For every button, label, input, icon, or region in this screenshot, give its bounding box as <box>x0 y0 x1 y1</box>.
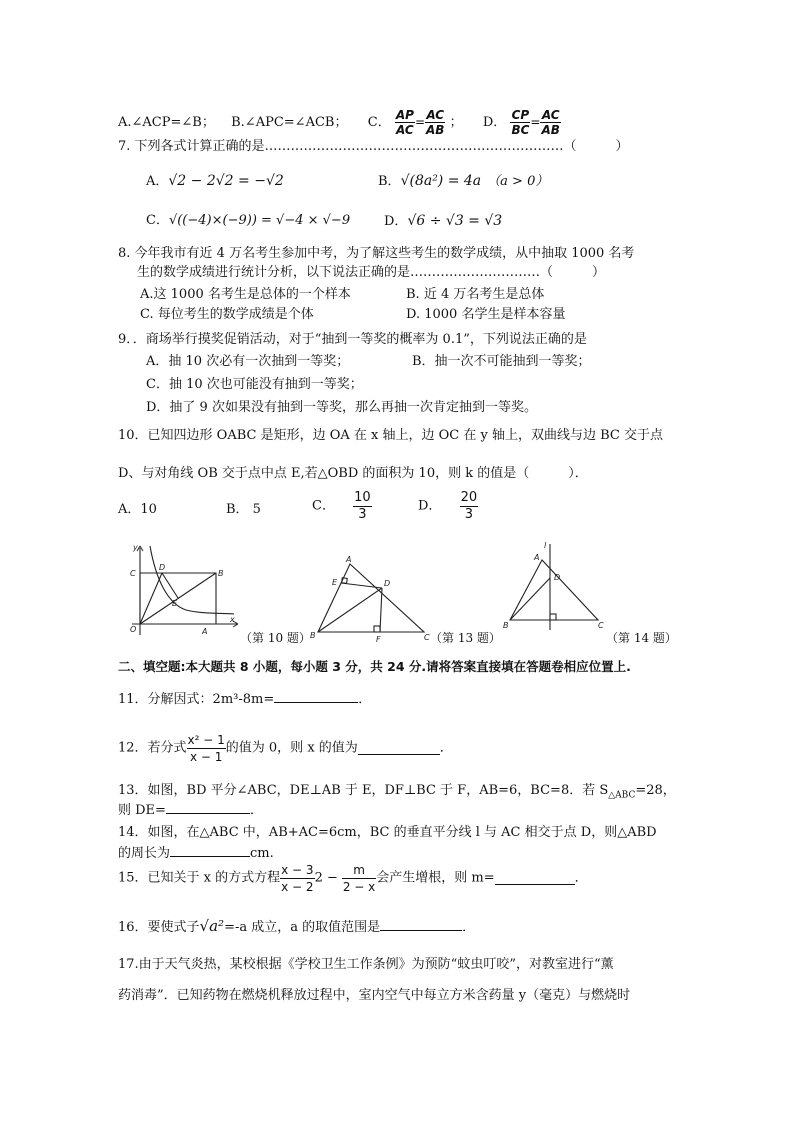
fig14-label-d: D <box>554 573 561 582</box>
q8-option-b: B. 近 4 万名考生是总体 <box>406 287 545 302</box>
figure-10 <box>126 540 240 640</box>
q9-stem: 9．．商场举行摸奖促销活动，对于“抽到一等奖的概率为 0.1”，下列说法正确的是 <box>118 332 587 347</box>
fig13-label-b: B <box>310 631 316 640</box>
q17-line-1: 17.由于天气炎热，某校根据《学校卫生工作条例》为预防“蚊虫叮咬”，对教室进行“薰 <box>118 957 614 972</box>
q10-option-b: B． 5 <box>226 502 261 517</box>
fig13-caption: （第 13 题） <box>430 631 501 645</box>
section-2-header: 二、填空题:本大题共 8 小题，每小题 3 分，共 24 分.请将答案直接填在答题卷相应位置上. <box>118 659 631 674</box>
q8-option-a: A.这 1000 名考生是总体的一个样本 <box>140 287 351 302</box>
q6-d-fraction-2: $\frac{AC}{AB}$ <box>541 108 560 137</box>
q6-c-fraction-2: $\frac{AC}{AB}$ <box>426 108 445 137</box>
fig10-label-y: y <box>133 543 138 552</box>
q7-option-a: A．√2 − 2√2 = −√2 <box>146 173 284 189</box>
q14-line-1: 14．如图，在△ABC 中，AB+AC=6cm，BC 的垂直平分线 l 与 AC 相交于点 D，则△ABD <box>118 825 657 840</box>
fig10-label-a: A <box>202 627 208 636</box>
fig14-label-a: A <box>534 553 540 562</box>
q10-line-2: D、与对角线 OB 交于点中点 E,若△OBD 的面积为 10，则 k 的值是（ ）． <box>118 466 588 481</box>
q10-option-d: D． $\frac{20}{3}$ <box>418 490 478 522</box>
fig10-label-d: D <box>159 563 166 572</box>
q6-option-b: B.∠APC=∠ACB； <box>231 115 348 130</box>
q10-option-a: A．10 <box>118 502 157 517</box>
q9-option-b: B．抽一次不可能抽到一等奖； <box>412 354 591 369</box>
q16: 16．要使式子√a²=-a 成立，a 的取值范围是 ． <box>118 917 476 935</box>
fig14-label-l: l <box>544 541 547 550</box>
fig13-label-e: E <box>332 578 338 587</box>
q8-line-2: 生的数学成绩进行统计分析，以下说法正确的是…………………………（ ） <box>137 265 606 280</box>
fig10-label-e: E <box>172 599 178 608</box>
q11: 11．分解因式：2m³-8m= ． <box>118 692 372 707</box>
q8-option-c: C. 每位考生的数学成绩是个体 <box>140 307 314 322</box>
q8-line-1: 8. 今年我市有近 4 万名考生参加中考，为了解这些考生的数学成绩，从中抽取 1000 名考 <box>118 246 635 261</box>
q9-option-d: D．抽了 9 次如果没有抽到一等奖，那么再抽一次肯定抽到一等奖。 <box>146 400 537 415</box>
q12: 12．若分式 $\frac{\text{x² − 1}}{x - 1}$ 的值为 0，则 x 的值为 ． <box>118 733 453 764</box>
fig10-label-o: O <box>130 625 137 634</box>
q9-option-a: A．抽 10 次必有一次抽到一等奖； <box>146 354 350 369</box>
q6-d-fraction-1: $\frac{CP}{BC}$ <box>511 108 530 137</box>
q7-option-d: D．√6 ÷ √3 = √3 <box>384 213 503 229</box>
q14-line-2: 的周长为 cm. <box>118 846 274 861</box>
q6-option-a: A.∠ACP=∠B； <box>118 115 215 130</box>
fig10-label-x: x <box>230 615 235 624</box>
fig13-label-d: D <box>384 579 391 588</box>
q7-option-b: B．√(8a²) = 4a （a > 0） <box>378 173 549 189</box>
fig14-caption: （第 14 题） <box>606 631 677 645</box>
q7-stem: 7. 下列各式计算正确的是……………………………………………………………（ ） <box>118 139 629 154</box>
q6-option-c-label: C． <box>367 115 391 130</box>
q15: 15．已知关于 x 的方式方程 $\frac{x - 3}{x - 2}$ 2 − $\frac{m}{2 - x}$ 会产生增根，则 m= ． <box>118 863 588 894</box>
q6-options: A.∠ACP=∠B； B.∠APC=∠ACB； C． $\frac{AP}{AC}$ = $\frac{AC}{AB}$ ； D． $\frac{CP}{BC}$ = $\frac{AC}{AB}$ <box>118 108 560 137</box>
figure-13 <box>306 552 434 644</box>
fig10-label-c: C <box>130 569 136 578</box>
figure-14 <box>500 540 610 640</box>
fig13-label-c: C <box>424 633 430 642</box>
fig10-label-b: B <box>218 569 224 578</box>
q10-line-1: 10．已知四边形 OABC 是矩形，边 OA 在 x 轴上，边 OC 在 y 轴上，双曲线与边 BC 交于点 <box>118 428 663 443</box>
q10-option-c: C． $\frac{10}{3}$ <box>312 490 371 522</box>
fig13-label-f: F <box>376 635 381 644</box>
q6-option-d-label: D． <box>482 115 507 130</box>
fig14-label-b: B <box>503 621 509 630</box>
fig10-caption: （第 10 题） <box>240 631 311 645</box>
q6-c-fraction-1: $\frac{AP}{AC}$ <box>395 108 414 137</box>
fig13-label-a: A <box>346 555 352 564</box>
q13-line-1: 13．如图，BD 平分∠ABC，DE⊥AB 于 E，DF⊥BC 于 F，AB=6，BC=8．若 $S_{\triangle ABC}=28$， <box>118 783 676 801</box>
q9-option-c: C．抽 10 次也可能没有抽到一等奖； <box>146 377 363 392</box>
q8-option-d: D. 1000 名学生是样本容量 <box>406 307 566 322</box>
fig14-label-c: C <box>598 621 604 630</box>
q17-line-2: 药消毒”．已知药物在燃烧机释放过程中，室内空气中每立方米含药量 y（毫克）与燃烧时 <box>118 988 631 1003</box>
q13-line-2: 则 DE= ． <box>118 803 263 818</box>
q7-option-c: C．√((−4)×(−9)) = √−4 × √−9 <box>146 213 351 228</box>
